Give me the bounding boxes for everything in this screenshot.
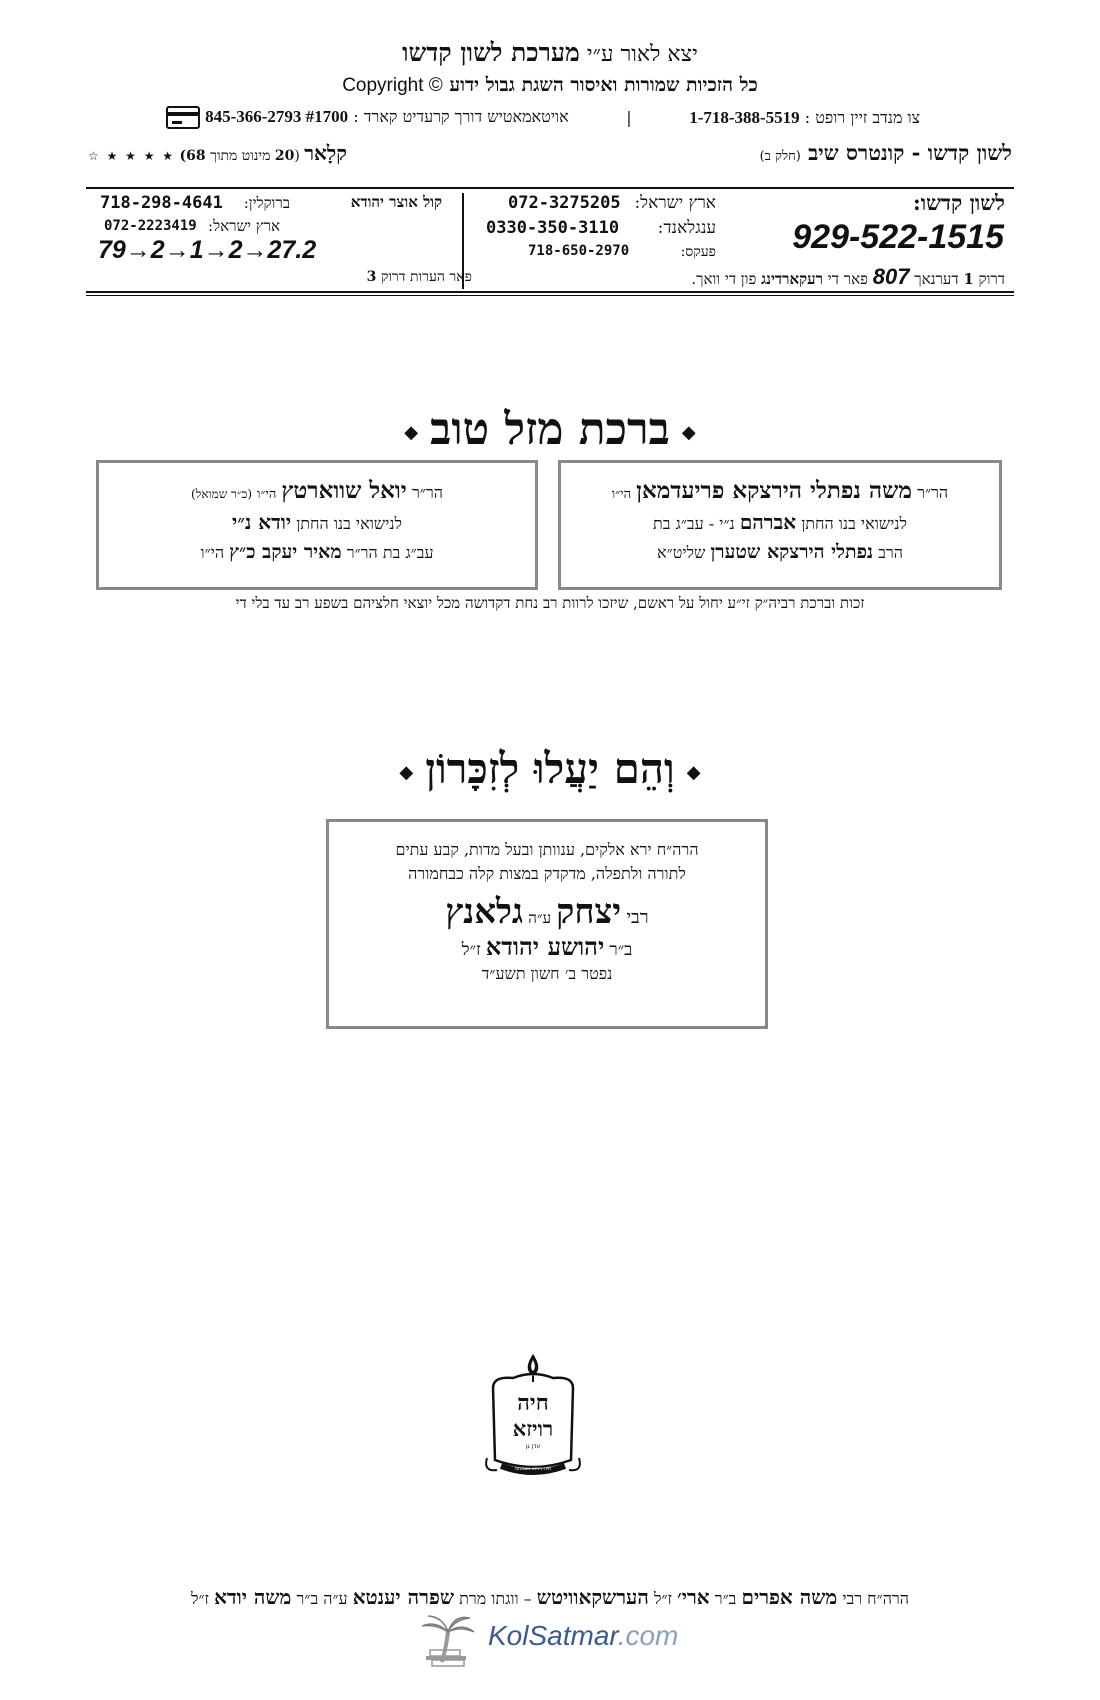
suffix: הי״ו (257, 487, 277, 502)
footer-n1: משה אפרים (741, 1585, 838, 1609)
suffix: שליט״א (657, 543, 706, 562)
donation-line (160, 106, 920, 129)
footer-n5: משה יודא (214, 1585, 292, 1609)
father-name: יואל שווארטץ (281, 477, 407, 504)
bottom-rule (86, 291, 1014, 293)
rating-group (88, 141, 347, 166)
print-text: דערנאך (914, 270, 959, 288)
print-ext: 807 (872, 264, 910, 289)
program-title-bold: שיב (808, 140, 839, 165)
minutes-total: 68) (179, 147, 206, 164)
honorific: הר״ר (917, 483, 949, 502)
footer-p1: הרה״ח רבי (842, 1589, 909, 1608)
memorial-line2: לתורה ולתפלה, מדקדק במצות קלה כבחמורה (408, 864, 686, 883)
mazel-left-line1 (99, 477, 535, 504)
honorific-short: ע״ה (528, 909, 552, 927)
wedding-text: לנישואי בנו החתן (801, 514, 907, 533)
rights-text: כל הזכיות שמורות ואיסור השגת גבול ידוע (449, 74, 758, 96)
copyright-text: Copyright © (342, 75, 443, 96)
site-link[interactable] (488, 1620, 678, 1652)
bride-intro: נ״י - עב״ג בת (652, 514, 735, 533)
inlaw-name: מאיר יעקב כ״ץ (229, 541, 342, 563)
memorial-title (0, 744, 1100, 794)
separator: | (626, 108, 632, 127)
brand-name: קלָאר (304, 140, 347, 165)
memorial-line3 (329, 892, 765, 932)
donate-label: צו מנדב זיין רופט : (804, 107, 920, 127)
ben-label: ב״ר (609, 940, 633, 960)
grandfather-note: (כ״ר שמואל) (191, 487, 253, 501)
footer-p4: – ווגתו מרת (459, 1589, 532, 1608)
bullet-icon: ◆ (404, 422, 419, 443)
uk-phone[interactable]: 0330-350-3110 (486, 218, 620, 238)
blessing-note: זכות וברכת רביה״ק זי״ע יחול על ראשם, שיזכו לרוות רב נחת דקדושה מכל יוצאי חלציהם בשפע רב עד בלי די (235, 594, 865, 612)
memorial-line1: הרה״ח ירא אלקים, ענוותן ובעל מדות, קבע עתים (395, 840, 699, 859)
fax-phone[interactable]: 718-650-2970 (528, 243, 630, 259)
print-bold: רעקארדינג (761, 270, 823, 288)
mazel-left-line2 (99, 510, 535, 535)
mazel-right-line3 (561, 541, 999, 564)
print-tail: פון די וואך. (691, 270, 757, 288)
mazel-box-left (96, 460, 538, 590)
deceased-last-name: גלאנץ (445, 892, 524, 932)
bk-label: ברוקלין: (243, 194, 290, 212)
auto-number[interactable]: 845-366-2793 #1700 (205, 107, 349, 126)
koy-il-phone[interactable]: 072-2223419 (104, 218, 197, 234)
bullet-icon: ◆ (681, 422, 696, 443)
publisher-org: מערכת לשון קדשו (402, 38, 580, 67)
koy-title: קול אוצר יהודא (350, 193, 442, 211)
logo-caption: עדן גן (525, 1443, 541, 1450)
lk-phone[interactable]: 929-522-1515 (792, 218, 1004, 256)
groom-name: אברהם (739, 510, 797, 534)
suffix: הי״ו (200, 543, 225, 562)
program-part: (חלק ב) (759, 149, 801, 164)
top-rule (86, 187, 1014, 189)
bullet-icon: ◆ (399, 761, 414, 783)
fax-label: פעקס: (680, 244, 716, 260)
il-label: ארץ ישראל: (634, 193, 716, 213)
footer-dedication (0, 1585, 1100, 1610)
print-label: דרוק (978, 270, 1005, 288)
program-title-text: לשון קדשו - קונטרס (845, 140, 1012, 165)
mazel-right-line1 (561, 477, 999, 504)
chaya-roiza-logo (473, 1348, 593, 1498)
honorific: הרב (878, 543, 903, 562)
minutes-num: 20 (274, 147, 295, 164)
dial-instructions (691, 264, 1005, 290)
wedding-text: לנישואי בנו החתן (296, 514, 403, 533)
mazel-tov-text: ברכת מזל טוב (430, 404, 670, 455)
mazel-box-right (558, 460, 1002, 590)
site-name: KolSatmar (488, 1620, 618, 1651)
program-title (760, 140, 1012, 166)
palm-tree-icon (418, 1612, 476, 1668)
mazel-right-line2 (561, 510, 999, 535)
lk-label: לשון קדשו: (912, 190, 1005, 215)
father-name: משה נפתלי הירצקא פריעדמאן (636, 477, 912, 504)
mazel-left-line3 (99, 541, 535, 564)
credit-card-icon (166, 106, 200, 129)
donate-phone-group (689, 108, 920, 128)
program-row (88, 140, 1012, 166)
father-name: יהושע יהודא (485, 932, 605, 961)
notes-instruction (367, 269, 472, 286)
logo-line1: חיה (517, 1390, 549, 1416)
inlaw-name: נפתלי הירצקא שטערן (710, 541, 874, 563)
site-tld: .com (617, 1620, 679, 1651)
publisher-line (0, 38, 1100, 68)
honorific: רבי (626, 907, 649, 928)
koy-il-label: ארץ ישראל: (208, 217, 280, 235)
footer-p6: ז״ל (190, 1589, 210, 1608)
auto-card-group (160, 106, 569, 129)
publisher-prefix: יצא לאור ע״י (586, 42, 698, 67)
bride-intro: עב״ג בת הר״ר (346, 543, 434, 562)
honorific: הר״ר (411, 483, 443, 502)
uk-label: ענגלאנד: (657, 218, 716, 238)
memorial-line5: נפטר ב׳ חשון תשע״ד (481, 964, 613, 983)
memorial-box (326, 819, 768, 1029)
bottom-rule-thin (86, 295, 1014, 296)
suffix: הי״ו (611, 487, 632, 502)
footer-p5: ע״ה ב״ר (296, 1589, 348, 1608)
minutes-info (175, 148, 300, 164)
star-rating: ★ ★ ★ ★ ☆ (88, 148, 176, 163)
minutes-open: ( (294, 147, 300, 164)
notes-text: פאר הערות דרוק (380, 269, 472, 285)
footer-n2: ארי׳ (677, 1585, 710, 1609)
footer-p3: ז״ל (653, 1589, 672, 1608)
mazel-tov-title (0, 404, 1100, 455)
auto-label: אויטאמאטיש דורך קרעדיט קארד : (353, 107, 569, 126)
print-num: 1 (963, 270, 974, 288)
logo-band: חיה רויזא נשמתה (514, 1466, 552, 1472)
minutes-text: מינוט מתוך (210, 147, 271, 164)
copyright-line (0, 74, 1100, 97)
memorial-line4 (329, 932, 765, 962)
groom-name: יודא נ״י (231, 510, 292, 534)
notes-num: 3 (366, 269, 377, 285)
logo-line2: רויזא (512, 1416, 554, 1441)
memorial-title-text: וְהֵם יַעֲלוּ לְזִכָּרוֹן (425, 744, 675, 793)
bk-phone[interactable]: 718-298-4641 (100, 193, 223, 213)
footer-n4: שפרה יענטא (352, 1585, 455, 1609)
route-code: 79→2→1→2→27.2 (98, 236, 317, 264)
footer-p2: ב״ר (714, 1589, 737, 1608)
donate-phone[interactable]: 1-718-388-5519 (689, 107, 800, 127)
bullet-icon: ◆ (686, 761, 701, 783)
deceased-first-name: יצחק (556, 892, 622, 932)
suffix: ז״ל (461, 940, 481, 960)
footer-n3: הערשקאוויטש (536, 1585, 649, 1609)
il-phone[interactable]: 072-3275205 (508, 193, 621, 213)
print-text2: פאר די (827, 270, 868, 288)
